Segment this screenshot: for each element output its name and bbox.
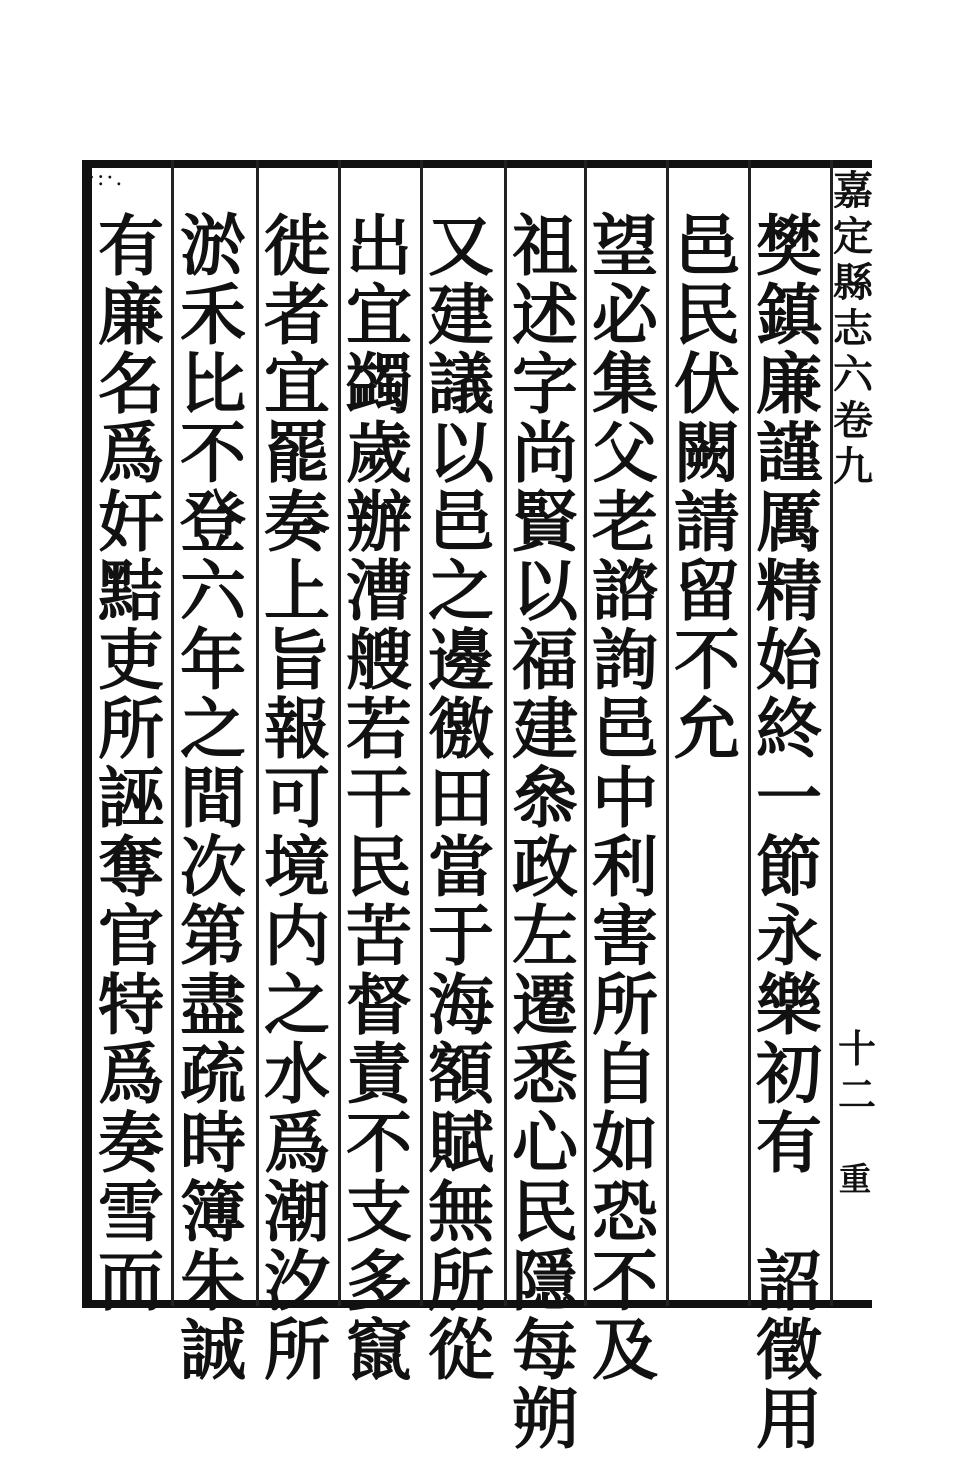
column-rule bbox=[338, 160, 341, 1306]
column-character: 廉 bbox=[98, 276, 164, 354]
column-character: 不 bbox=[346, 1104, 412, 1182]
column-character: 之 bbox=[264, 966, 330, 1044]
column-character: 之 bbox=[180, 690, 246, 768]
column-character: 誣 bbox=[98, 759, 164, 837]
column-character: 左 bbox=[512, 897, 578, 975]
column-character: 比 bbox=[180, 345, 246, 423]
column-character: 自 bbox=[592, 1035, 658, 1113]
column-character: 而 bbox=[98, 1242, 164, 1320]
column-character: 禾 bbox=[180, 276, 246, 354]
text-column-4 bbox=[508, 207, 582, 1458]
column-character: 建 bbox=[428, 276, 494, 354]
column-character: 多 bbox=[346, 1242, 412, 1320]
column-character: 父 bbox=[592, 414, 658, 492]
column-character: 廉 bbox=[756, 345, 822, 423]
column-spacer bbox=[752, 1178, 826, 1247]
column-character: 雪 bbox=[98, 1173, 164, 1251]
column-character: 間 bbox=[180, 759, 246, 837]
column-character: 辦 bbox=[346, 483, 412, 561]
column-character: 每 bbox=[512, 1311, 578, 1389]
column-character: 簿 bbox=[180, 1173, 246, 1251]
column-character: 叅 bbox=[512, 759, 578, 837]
book-title-text: 嘉定縣志 bbox=[833, 167, 873, 352]
column-character: 留 bbox=[674, 552, 740, 630]
column-character: 以 bbox=[428, 414, 494, 492]
column-rule bbox=[504, 160, 507, 1306]
column-character: 詢 bbox=[592, 621, 658, 699]
column-character: 樊 bbox=[756, 207, 822, 285]
column-rule bbox=[171, 160, 174, 1306]
column-character: 利 bbox=[592, 828, 658, 906]
column-character: 干 bbox=[346, 759, 412, 837]
column-character: 水 bbox=[264, 1035, 330, 1113]
column-character: 黠 bbox=[98, 552, 164, 630]
column-character: 支 bbox=[346, 1173, 412, 1251]
column-character: 伏 bbox=[674, 345, 740, 423]
column-character: 宜 bbox=[346, 276, 412, 354]
column-character: 有 bbox=[98, 207, 164, 285]
column-character: 若 bbox=[346, 690, 412, 768]
column-character: 當 bbox=[428, 828, 494, 906]
column-character: 于 bbox=[428, 897, 494, 975]
column-character: 旨 bbox=[264, 621, 330, 699]
column-character: 時 bbox=[180, 1104, 246, 1182]
column-rule bbox=[256, 160, 259, 1306]
column-character: 竄 bbox=[346, 1311, 412, 1389]
column-character: 老 bbox=[592, 483, 658, 561]
column-character: 奏 bbox=[264, 483, 330, 561]
column-character: 賢 bbox=[512, 483, 578, 561]
column-character: 苦 bbox=[346, 897, 412, 975]
column-character: 淤 bbox=[180, 207, 246, 285]
column-character: 闕 bbox=[674, 414, 740, 492]
column-character: 宜 bbox=[264, 345, 330, 423]
column-character: 艘 bbox=[346, 621, 412, 699]
column-character: 悉 bbox=[512, 1035, 578, 1113]
column-character: 官 bbox=[98, 897, 164, 975]
column-character: 祖 bbox=[512, 207, 578, 285]
top-left-stain: ·:·. bbox=[88, 166, 125, 191]
column-character: 者 bbox=[264, 276, 330, 354]
column-character: 民 bbox=[346, 828, 412, 906]
column-rule bbox=[748, 160, 751, 1306]
column-rule bbox=[584, 160, 587, 1306]
column-character: 爲 bbox=[264, 1104, 330, 1182]
column-character: 潮 bbox=[264, 1173, 330, 1251]
column-character: 節 bbox=[756, 828, 822, 906]
column-character: 從 bbox=[428, 1311, 494, 1389]
column-character: 奪 bbox=[98, 828, 164, 906]
column-character: 奏 bbox=[98, 1104, 164, 1182]
column-character: 奸 bbox=[98, 483, 164, 561]
column-character: 永 bbox=[756, 897, 822, 975]
column-character: 害 bbox=[592, 897, 658, 975]
column-character: 徵 bbox=[756, 1311, 822, 1389]
column-character: 遷 bbox=[512, 966, 578, 1044]
column-character: 建 bbox=[512, 690, 578, 768]
text-column-6 bbox=[342, 207, 416, 1389]
folio-number: 十二 bbox=[838, 1026, 877, 1117]
column-character: 特 bbox=[98, 966, 164, 1044]
column-character: 田 bbox=[428, 759, 494, 837]
column-character: 歲 bbox=[346, 414, 412, 492]
column-character: 所 bbox=[592, 966, 658, 1044]
text-column-2 bbox=[670, 207, 744, 768]
column-character: 徼 bbox=[428, 690, 494, 768]
column-character: 一 bbox=[756, 759, 822, 837]
column-character: 有 bbox=[756, 1104, 822, 1182]
text-column-3 bbox=[588, 207, 662, 1389]
column-character: 望 bbox=[592, 207, 658, 285]
column-character: 詔 bbox=[756, 1242, 822, 1320]
column-character: 海 bbox=[428, 966, 494, 1044]
margin-mark: 重 bbox=[838, 1160, 871, 1198]
text-column-7 bbox=[260, 207, 334, 1389]
column-character: 朔 bbox=[512, 1380, 578, 1458]
column-character: 以 bbox=[512, 552, 578, 630]
column-character: 第 bbox=[180, 897, 246, 975]
column-character: 不 bbox=[592, 1242, 658, 1320]
column-character: 隱 bbox=[512, 1242, 578, 1320]
column-character: 終 bbox=[756, 690, 822, 768]
column-character: 樂 bbox=[756, 966, 822, 1044]
column-character: 必 bbox=[592, 276, 658, 354]
column-character: 所 bbox=[428, 1242, 494, 1320]
text-column-8 bbox=[176, 207, 250, 1389]
column-character: 邑 bbox=[428, 483, 494, 561]
column-character: 又 bbox=[428, 207, 494, 285]
column-character: 集 bbox=[592, 345, 658, 423]
column-character: 境 bbox=[264, 828, 330, 906]
column-character: 額 bbox=[428, 1035, 494, 1113]
column-character: 出 bbox=[346, 207, 412, 285]
column-character: 字 bbox=[512, 345, 578, 423]
text-column-5 bbox=[424, 207, 498, 1389]
column-character: 汐 bbox=[264, 1242, 330, 1320]
volume-label: 六卷九 bbox=[833, 351, 873, 490]
column-character: 尚 bbox=[512, 414, 578, 492]
column-character: 次 bbox=[180, 828, 246, 906]
column-character: 民 bbox=[512, 1173, 578, 1251]
column-character: 爲 bbox=[98, 414, 164, 492]
column-character: 厲 bbox=[756, 483, 822, 561]
column-character: 邑 bbox=[592, 690, 658, 768]
column-character: 漕 bbox=[346, 552, 412, 630]
column-character: 年 bbox=[180, 621, 246, 699]
column-character: 用 bbox=[756, 1380, 822, 1458]
column-character: 無 bbox=[428, 1173, 494, 1251]
column-rule bbox=[666, 160, 669, 1306]
column-character: 上 bbox=[264, 552, 330, 630]
column-character: 之 bbox=[428, 552, 494, 630]
column-rule bbox=[420, 160, 423, 1306]
column-character: 始 bbox=[756, 621, 822, 699]
column-character: 福 bbox=[512, 621, 578, 699]
column-character: 吏 bbox=[98, 621, 164, 699]
column-character: 報 bbox=[264, 690, 330, 768]
column-character: 罷 bbox=[264, 414, 330, 492]
column-character: 賦 bbox=[428, 1104, 494, 1182]
column-character: 心 bbox=[512, 1104, 578, 1182]
column-character: 允 bbox=[674, 690, 740, 768]
column-character: 督 bbox=[346, 966, 412, 1044]
column-character: 六 bbox=[180, 552, 246, 630]
column-character: 鎮 bbox=[756, 276, 822, 354]
column-character: 及 bbox=[592, 1311, 658, 1389]
column-character: 所 bbox=[264, 1311, 330, 1389]
column-character: 議 bbox=[428, 345, 494, 423]
column-character: 登 bbox=[180, 483, 246, 561]
column-character: 述 bbox=[512, 276, 578, 354]
column-character: 蠲 bbox=[346, 345, 412, 423]
column-character: 邊 bbox=[428, 621, 494, 699]
column-character: 不 bbox=[180, 414, 246, 492]
column-character: 誠 bbox=[180, 1311, 246, 1389]
text-column-1 bbox=[752, 207, 826, 1458]
column-character: 責 bbox=[346, 1035, 412, 1113]
column-character: 盡 bbox=[180, 966, 246, 1044]
column-character: 民 bbox=[674, 276, 740, 354]
column-character: 恐 bbox=[592, 1173, 658, 1251]
column-character: 名 bbox=[98, 345, 164, 423]
column-character: 政 bbox=[512, 828, 578, 906]
column-character: 如 bbox=[592, 1104, 658, 1182]
column-character: 謹 bbox=[756, 414, 822, 492]
column-character: 中 bbox=[592, 759, 658, 837]
book-title bbox=[832, 168, 874, 490]
column-character: 爲 bbox=[98, 1035, 164, 1113]
column-character: 初 bbox=[756, 1035, 822, 1113]
column-character: 所 bbox=[98, 690, 164, 768]
column-character: 徙 bbox=[264, 207, 330, 285]
column-character: 諮 bbox=[592, 552, 658, 630]
column-character: 不 bbox=[674, 621, 740, 699]
column-character: 精 bbox=[756, 552, 822, 630]
column-character: 朱 bbox=[180, 1242, 246, 1320]
column-character: 邑 bbox=[674, 207, 740, 285]
column-character: 請 bbox=[674, 483, 740, 561]
column-character: 疏 bbox=[180, 1035, 246, 1113]
column-character: 内 bbox=[264, 897, 330, 975]
column-character: 可 bbox=[264, 759, 330, 837]
text-column-9 bbox=[94, 207, 168, 1320]
